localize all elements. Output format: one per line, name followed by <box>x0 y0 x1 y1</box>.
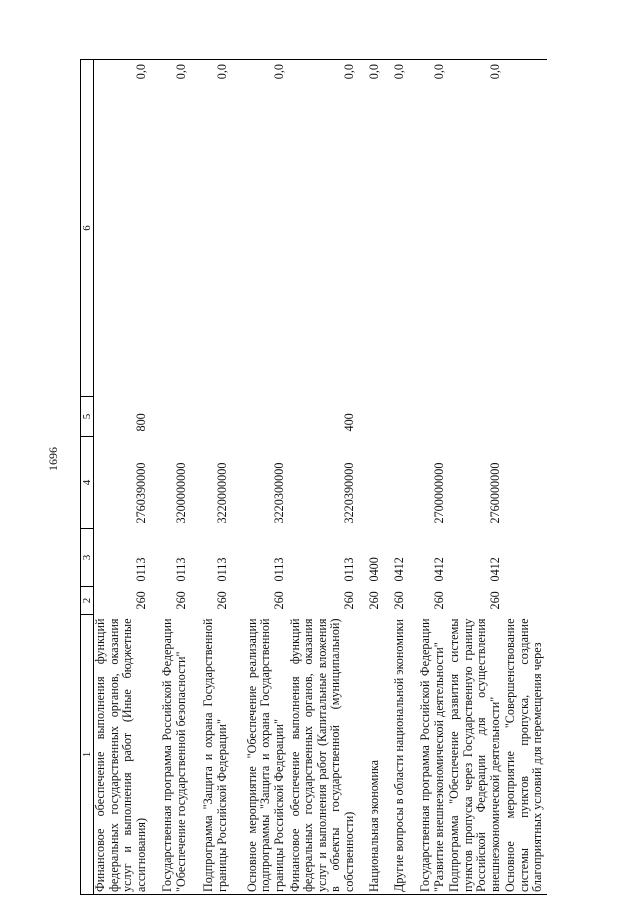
row-amount: 0,0 <box>408 60 448 397</box>
table-row <box>448 60 504 895</box>
row-ministry-code: 260 <box>173 591 188 610</box>
row-ministry-code: 260 <box>341 591 356 610</box>
row-name: Государственная программа Российской Федерации "Развитие внешнеэкономической деятельности" <box>408 615 448 895</box>
row-section-code: 0113 <box>173 557 188 582</box>
table-row <box>504 60 547 895</box>
table-row <box>408 60 448 895</box>
row-target-code: 2700000000 <box>431 462 446 524</box>
row-target-code <box>383 437 408 529</box>
row-amount <box>504 60 547 397</box>
rotated-page <box>80 60 550 895</box>
row-expense-type <box>231 397 288 437</box>
row-ministry-code: 260 <box>391 591 406 610</box>
row-section-code: 0412 <box>431 557 446 582</box>
row-name: Финансовое обеспечение выполнения функций федеральных государственных органов, оказания услуг и выполнения работ (Капитальные вложения в объекты государственной (муниципальной) собственности) <box>288 615 358 895</box>
row-ministry-code: 260 <box>214 591 229 610</box>
row-amount: 0,0 <box>231 60 288 397</box>
col-header-5: 5 <box>81 397 94 437</box>
row-section-code: 0113 <box>271 557 286 582</box>
row-name: Подпрограмма "Защита и охрана Государственной границы Российской Федерации" <box>190 615 231 895</box>
row-target-code: 2760000000 <box>487 462 502 524</box>
table-row <box>288 60 358 895</box>
row-section-code: 0400 <box>366 557 381 582</box>
row-target-code: 3220390000 <box>341 462 356 524</box>
col-header-3: 3 <box>81 529 94 587</box>
row-target-code: 3220300000 <box>271 462 286 524</box>
row-expense-type: 400 <box>341 413 356 432</box>
row-amount: 0,0 <box>94 60 151 397</box>
row-section-code: 0113 <box>341 557 356 582</box>
row-target-code <box>358 437 383 529</box>
col-header-4: 4 <box>81 437 94 529</box>
row-ministry-code: 260 <box>271 591 286 610</box>
row-expense-type <box>358 397 383 437</box>
row-expense-type <box>190 397 231 437</box>
row-target-code <box>504 437 547 529</box>
row-section-code: 0412 <box>487 557 502 582</box>
row-amount: 0,0 <box>190 60 231 397</box>
row-target-code: 3200000000 <box>173 462 188 524</box>
table-row <box>383 60 408 895</box>
row-expense-type <box>504 397 547 437</box>
row-name: Основное мероприятие "Совершенствование системы пунктов пропуска, создание благоприятных условий для перемещения через <box>504 615 547 895</box>
row-name: Финансовое обеспечение выполнения функций федеральных государственных органов, оказания услуг и выполнения работ (Иные бюджетные ассигнования) <box>94 615 151 895</box>
col-header-2: 2 <box>81 587 94 615</box>
row-expense-type <box>150 397 190 437</box>
col-header-6: 6 <box>81 60 94 397</box>
row-amount: 0,0 <box>383 60 408 397</box>
row-name: Национальная экономика <box>358 615 383 895</box>
table-row <box>150 60 190 895</box>
col-header-1: 1 <box>81 615 94 895</box>
table-row <box>94 60 151 895</box>
row-ministry-code: 260 <box>366 591 381 610</box>
row-ministry-code: 260 <box>133 591 148 610</box>
row-name: Государственная программа Российской Федерации "Обеспечение государственной безопасности" <box>150 615 190 895</box>
page-number: 1696 <box>46 447 60 471</box>
table-row <box>231 60 288 895</box>
row-amount: 0,0 <box>150 60 190 397</box>
table-row <box>358 60 383 895</box>
row-amount: 0,0 <box>358 60 383 397</box>
row-name: Другие вопросы в области национальной экономики <box>383 615 408 895</box>
row-expense-type: 800 <box>133 413 148 432</box>
row-expense-type <box>383 397 408 437</box>
row-section-code: 0113 <box>214 557 229 582</box>
row-name: Основное мероприятие "Обеспечение реализации подпрограммы "Защита и охрана Государственной границы Российской Федерации" <box>231 615 288 895</box>
budget-table <box>80 59 547 895</box>
row-name: Подпрограмма "Обеспечение развития системы пунктов пропуска через Государственную границу Российской Федерации для осуществления внешнеэкономической деятельности" <box>448 615 504 895</box>
row-section-code: 0113 <box>133 557 148 582</box>
row-ministry-code <box>504 587 547 615</box>
row-section-code: 0412 <box>391 557 406 582</box>
row-expense-type <box>408 397 448 437</box>
table-header-row <box>81 60 94 895</box>
row-section-code <box>504 529 547 587</box>
row-target-code: 3220000000 <box>214 462 229 524</box>
row-target-code: 2760390000 <box>133 462 148 524</box>
row-ministry-code: 260 <box>487 591 502 610</box>
row-amount: 0,0 <box>448 60 504 397</box>
row-ministry-code: 260 <box>431 591 446 610</box>
table-row <box>190 60 231 895</box>
row-amount: 0,0 <box>288 60 358 397</box>
row-expense-type <box>448 397 504 437</box>
